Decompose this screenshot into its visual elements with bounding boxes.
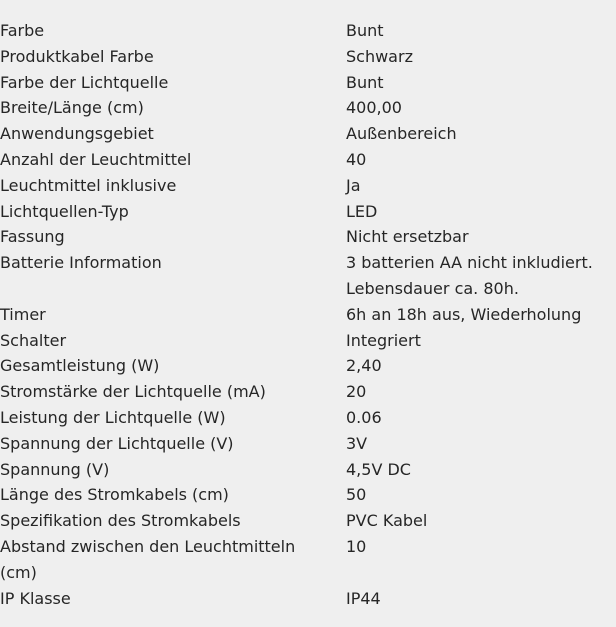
spec-value: 3 batterien AA nicht inkludiert. Lebensdauer ca. 80h. [346, 253, 593, 298]
spec-value: Außenbereich [346, 124, 457, 144]
spec-value: 40 [346, 149, 367, 169]
spec-label: Farbe der Lichtquelle [0, 72, 169, 92]
spec-row-spezifikation-stromkabel [0, 508, 616, 534]
spec-row-fassung [0, 224, 616, 250]
spec-row-laenge-stromkabel [0, 482, 616, 508]
spec-value: Integriert [346, 330, 421, 350]
spec-row-anwendungsgebiet [0, 121, 616, 147]
spec-label: Länge des Stromkabels (cm) [0, 485, 229, 505]
spec-row-leistung-lichtquelle [0, 405, 616, 431]
spec-value: LED [346, 201, 378, 221]
spec-label: Fassung [0, 227, 65, 247]
spec-label: Abstand zwischen den Leuchtmitteln (cm) [0, 536, 296, 582]
spec-value: 2,40 [346, 356, 382, 376]
spec-row-timer [0, 302, 616, 328]
spec-label: Breite/Länge (cm) [0, 98, 144, 118]
spec-label: Produktkabel Farbe [0, 46, 154, 66]
spec-row-spannung [0, 457, 616, 483]
spec-row-breite-laenge [0, 95, 616, 121]
spec-label: Leistung der Lichtquelle (W) [0, 407, 226, 427]
spec-value: 4,5V DC [346, 459, 411, 479]
spec-row-anzahl-leuchtmittel [0, 147, 616, 173]
spec-row-lichtquellen-typ [0, 199, 616, 225]
spec-label: Spannung (V) [0, 459, 110, 479]
spec-label: Anzahl der Leuchtmittel [0, 149, 192, 169]
spec-value: 400,00 [346, 98, 402, 118]
spec-value: 3V [346, 433, 368, 453]
spec-value: Nicht ersetzbar [346, 227, 469, 247]
spec-row-gesamtleistung [0, 353, 616, 379]
spec-label: Leuchtmittel inklusive [0, 175, 177, 195]
spec-value: 20 [346, 382, 367, 402]
spec-value: 50 [346, 485, 367, 505]
spec-row-leuchtmittel-inklusive [0, 173, 616, 199]
spec-label: Spannung der Lichtquelle (V) [0, 433, 234, 453]
spec-value: IP44 [346, 588, 381, 608]
spec-row-farbe-lichtquelle [0, 70, 616, 96]
spec-row-spannung-lichtquelle [0, 431, 616, 457]
spec-label: Lichtquellen-Typ [0, 201, 129, 221]
spec-row-abstand-leuchtmittel [0, 534, 616, 586]
spec-table [0, 18, 616, 611]
spec-label: Timer [0, 304, 46, 324]
spec-label: Farbe [0, 21, 45, 40]
spec-label: Schalter [0, 330, 67, 350]
spec-label: IP Klasse [0, 588, 71, 608]
spec-value: Bunt [346, 21, 384, 40]
spec-value: Ja [346, 175, 361, 195]
spec-row-stromstaerke [0, 379, 616, 405]
spec-value: 0.06 [346, 407, 382, 427]
spec-label: Stromstärke der Lichtquelle (mA) [0, 382, 266, 402]
spec-value: PVC Kabel [346, 511, 428, 531]
spec-label: Gesamtleistung (W) [0, 356, 160, 376]
spec-row-ip-klasse [0, 586, 616, 612]
spec-row-schalter [0, 328, 616, 354]
spec-value: 10 [346, 536, 367, 556]
spec-value: Bunt [346, 72, 384, 92]
spec-label: Batterie Information [0, 253, 162, 273]
spec-value: Schwarz [346, 46, 413, 66]
spec-row-produktkabel-farbe [0, 44, 616, 70]
spec-label: Anwendungsgebiet [0, 124, 154, 144]
spec-row-farbe [0, 18, 616, 44]
spec-label: Spezifikation des Stromkabels [0, 511, 241, 531]
spec-value: 6h an 18h aus, Wiederholung [346, 304, 582, 324]
spec-row-batterie-information [0, 250, 616, 302]
